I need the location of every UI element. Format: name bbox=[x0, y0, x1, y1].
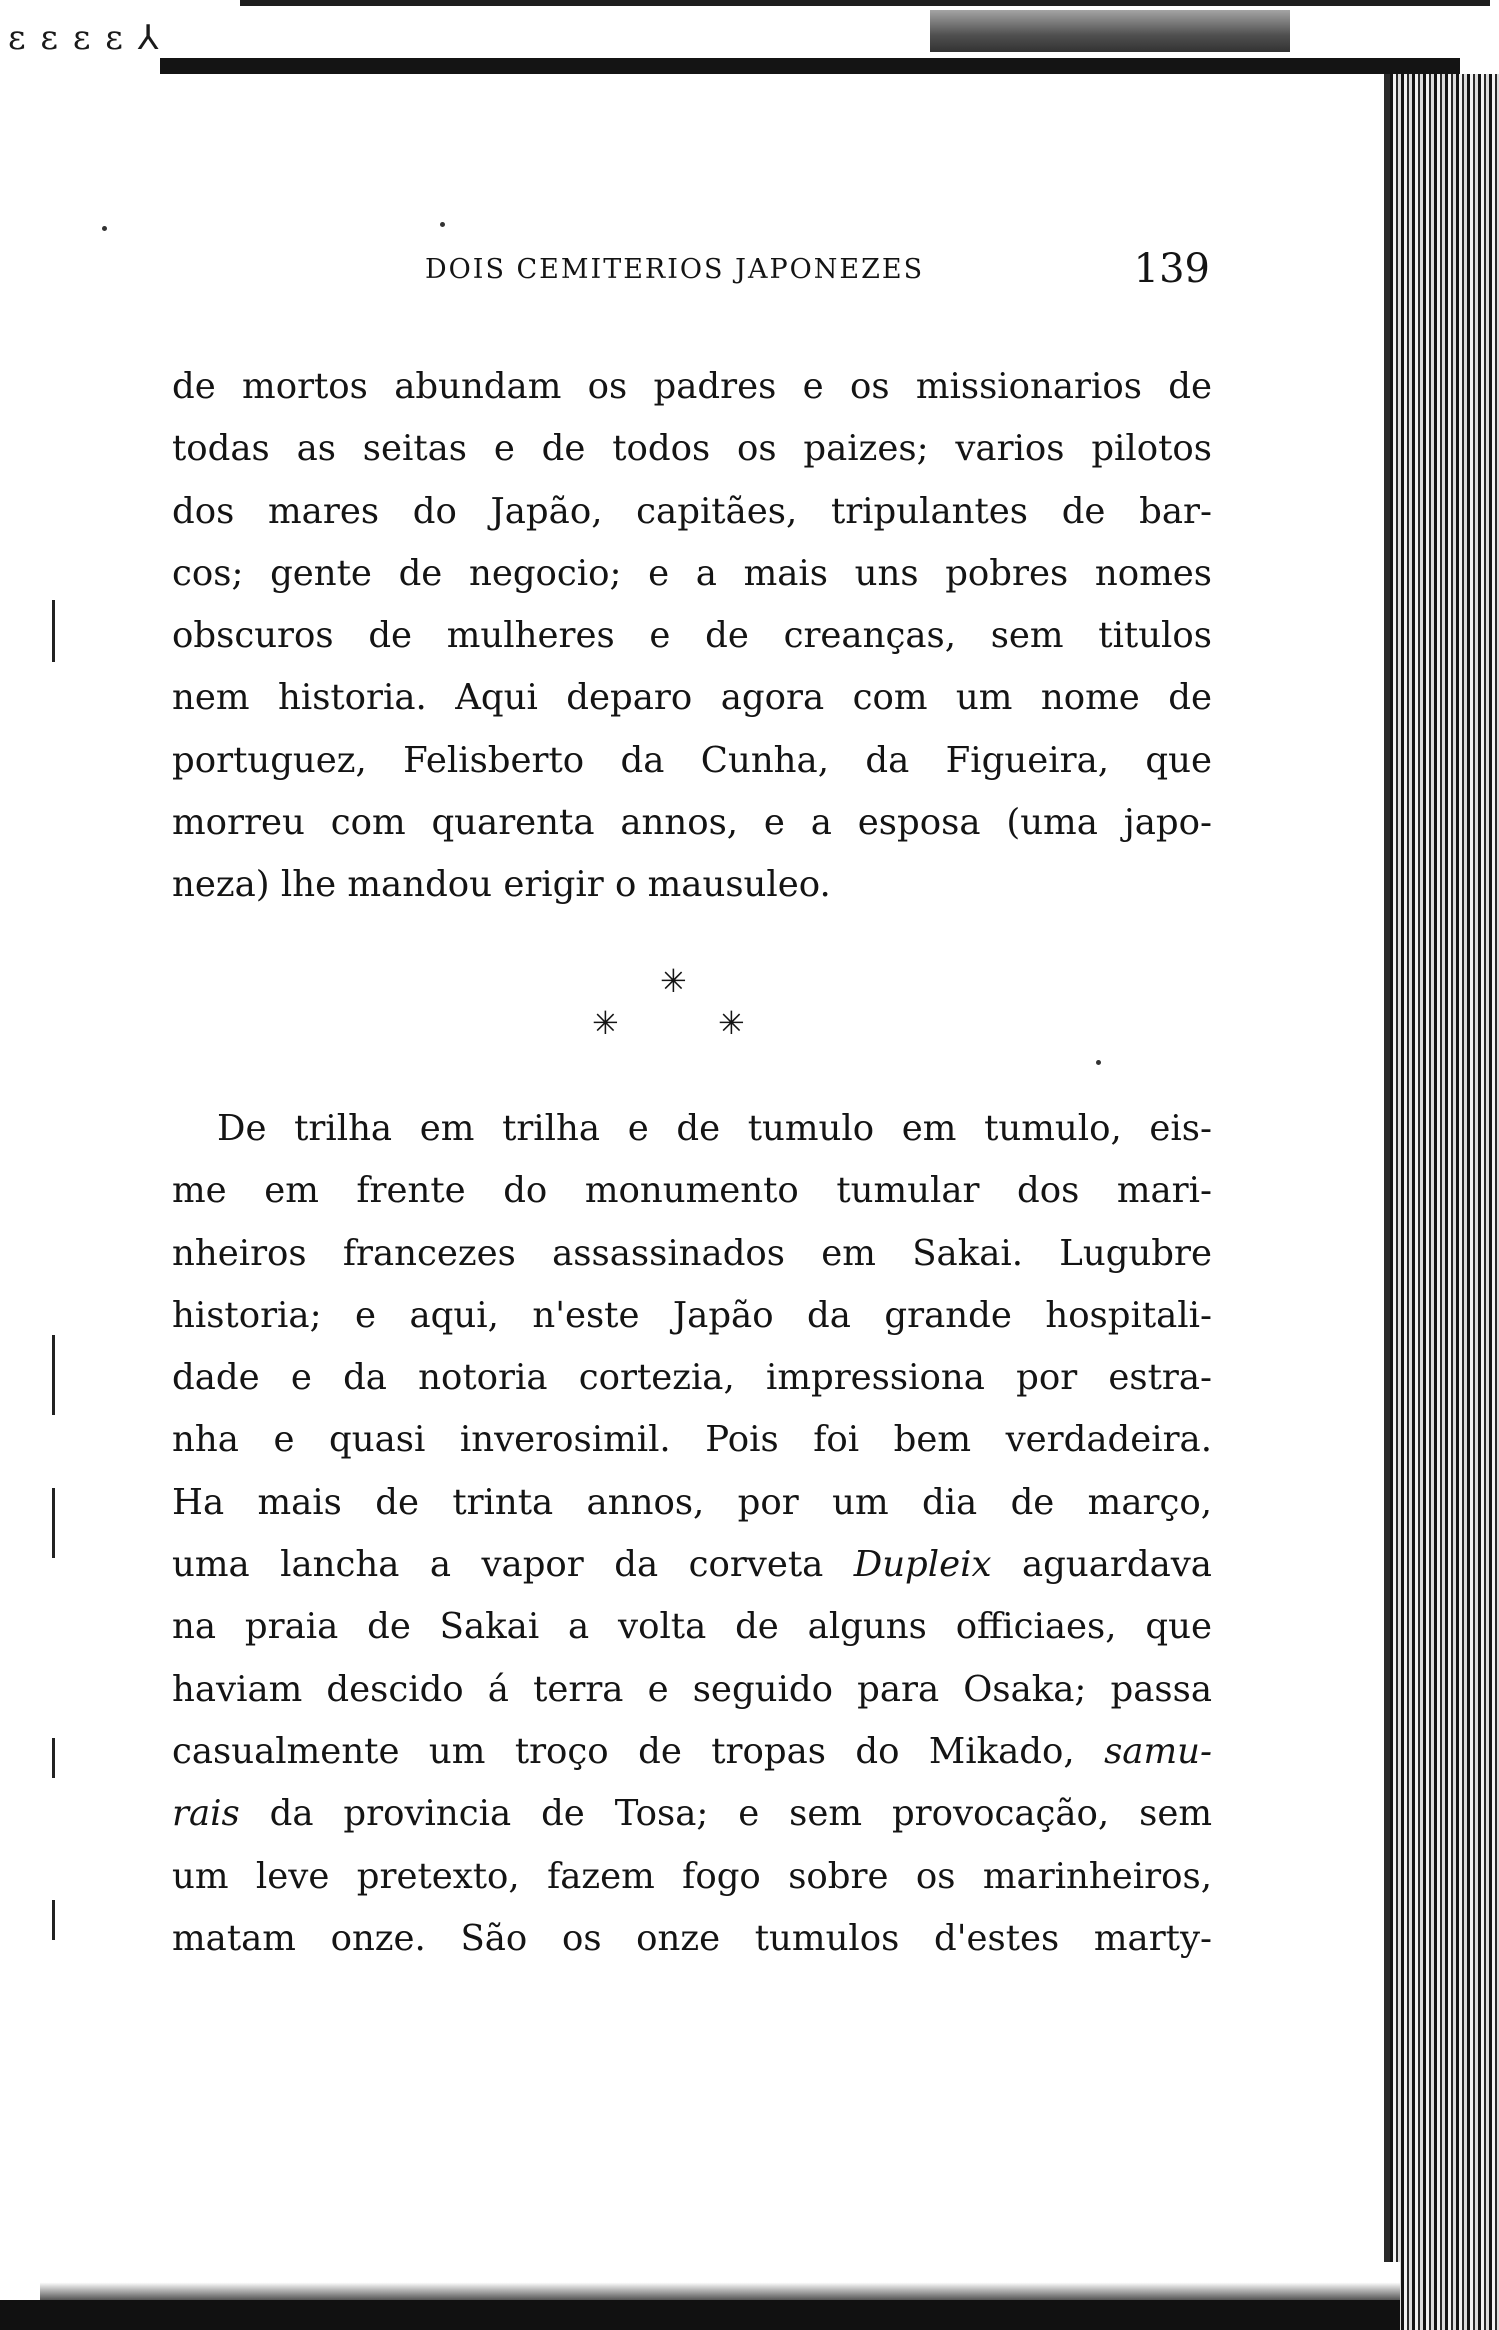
text-line: na praia de Sakai a volta de alguns officiaes, que bbox=[172, 1606, 1212, 1648]
samurais-term: samu- bbox=[1104, 1730, 1212, 1772]
text-line: um leve pretexto, fazem fogo sobre os marinheiros, bbox=[172, 1855, 1212, 1897]
text-line: historia; e aqui, n'este Japão da grande hospitali- bbox=[172, 1294, 1212, 1336]
scan-top-band bbox=[160, 58, 1460, 74]
scan-top-edge bbox=[240, 0, 1490, 6]
text-line: haviam descido á terra e seguido para Osaka; passa bbox=[172, 1668, 1212, 1710]
text-line: neza) lhe mandou erigir o mausuleo. bbox=[172, 864, 831, 906]
samurais-term: rais bbox=[172, 1793, 240, 1835]
page-number: 139 bbox=[1133, 246, 1210, 292]
text-line: De trilha em trilha e de tumulo em tumulo, eis- bbox=[217, 1108, 1212, 1149]
margin-mark bbox=[52, 600, 55, 662]
scan-speck bbox=[102, 226, 107, 231]
corner-marks: ɛ ɛ ɛ ɛ ⅄ bbox=[8, 18, 161, 58]
text-line: me em frente do monumento tumular dos mari- bbox=[172, 1170, 1212, 1212]
text-line: todas as seitas e de todos os paizes; varios pilotos bbox=[172, 428, 1212, 470]
paragraph-sakai bbox=[172, 1098, 1212, 1970]
text-line: de mortos abundam os padres e os missionarios de bbox=[172, 366, 1212, 407]
scan-speck bbox=[1096, 1060, 1101, 1065]
paragraph-continuation bbox=[172, 356, 1212, 917]
scan-bottom-edge bbox=[0, 2300, 1400, 2330]
text-line: nheiros francezes assassinados em Sakai. Lugubre bbox=[172, 1232, 1212, 1274]
text-line: cos; gente de negocio; e a mais uns pobres nomes bbox=[172, 552, 1212, 594]
text-line: portuguez, Felisberto da Cunha, da Figueira, que bbox=[172, 739, 1212, 781]
asterisk-icon: ✳ bbox=[592, 1004, 619, 1042]
text-fragment: aguardava bbox=[991, 1544, 1212, 1586]
text-fragment: uma lancha a vapor da corveta bbox=[172, 1544, 854, 1586]
text-line bbox=[172, 1721, 1212, 1783]
text-line: dos mares do Japão, capitães, tripulantes de bar- bbox=[172, 490, 1212, 532]
margin-mark bbox=[52, 1335, 55, 1415]
asterisk-icon: ✳ bbox=[718, 1004, 745, 1042]
text-line: nem historia. Aqui deparo agora com um nome de bbox=[172, 677, 1212, 719]
text-line: matam onze. São os onze tumulos d'estes marty- bbox=[172, 1917, 1212, 1959]
text-line bbox=[172, 1534, 1212, 1596]
text-line: dade e da notoria cortezia, impressiona por estra- bbox=[172, 1357, 1212, 1399]
margin-mark bbox=[52, 1488, 55, 1558]
text-line: Ha mais de trinta annos, por um dia de março, bbox=[172, 1481, 1212, 1523]
scan-speck bbox=[440, 222, 445, 227]
scan-smudge bbox=[930, 10, 1290, 52]
text-line: obscuros de mulheres e de creanças, sem titulos bbox=[172, 615, 1212, 657]
text-fragment: casualmente um troço de tropas do Mikado, bbox=[172, 1730, 1105, 1772]
running-title: DOIS CEMITERIOS JAPONEZES bbox=[425, 254, 925, 285]
book-page-edges bbox=[1390, 74, 1499, 2330]
margin-mark bbox=[52, 1900, 55, 1940]
text-line bbox=[172, 1783, 1212, 1845]
text-line: nha e quasi inverosimil. Pois foi bem verdadeira. bbox=[172, 1419, 1212, 1461]
text-fragment: da provincia de Tosa; e sem provocação, sem bbox=[269, 1793, 1212, 1835]
margin-mark bbox=[52, 1738, 55, 1778]
text-line: morreu com quarenta annos, e a esposa (uma japo- bbox=[172, 802, 1212, 844]
asterism-separator bbox=[570, 962, 770, 1062]
ship-name: Dupleix bbox=[853, 1544, 992, 1586]
running-head bbox=[150, 246, 1210, 294]
asterisk-icon: ✳ bbox=[660, 962, 687, 1000]
